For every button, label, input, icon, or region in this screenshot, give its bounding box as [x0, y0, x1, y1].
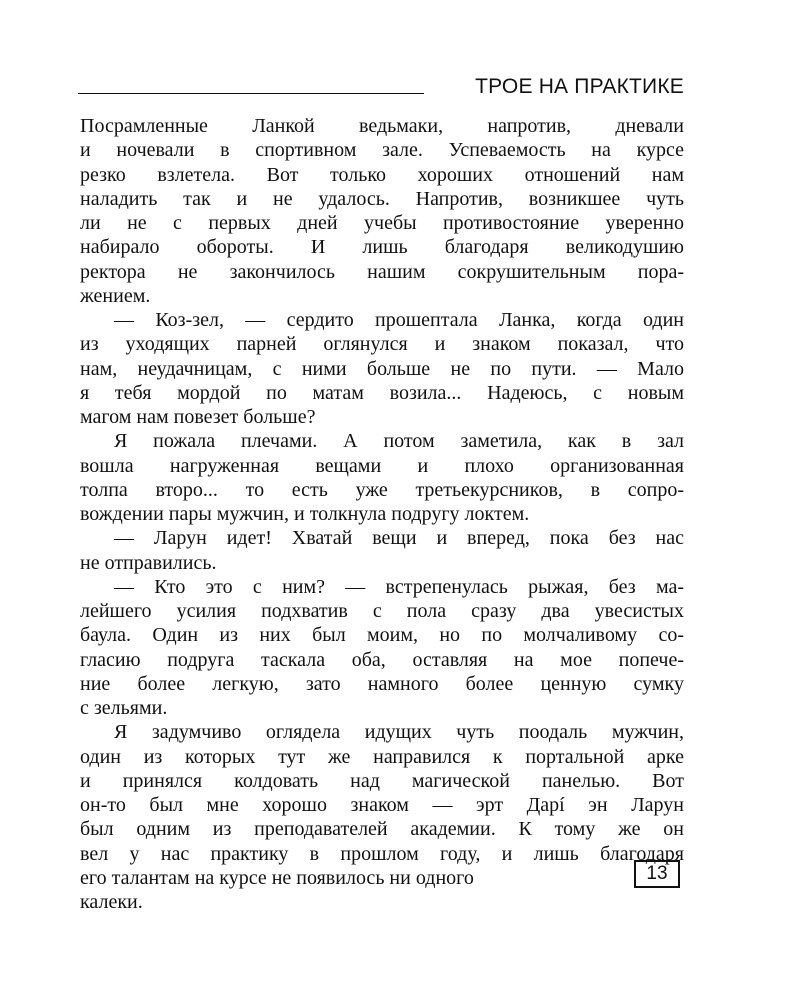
text-line: не отправились.	[80, 551, 217, 574]
text-line: лейшего усилия подхватив с пола сразу два увесистых	[80, 600, 684, 622]
text-line: ли не с первых дней учебы противостояние уверенно	[80, 212, 684, 234]
text-line: — Ларун идет! Хватай вещи и вперед, пока без нас	[114, 527, 684, 550]
text-line: я тебя мордой по матам возила... Надеюсь, с новым	[80, 381, 684, 404]
text-line: магом нам повезет больше?	[80, 406, 316, 428]
text-line: его талантам на курсе не появилось ни одного	[80, 866, 474, 889]
running-header	[78, 74, 682, 102]
text-line: жением.	[80, 284, 151, 307]
text-line: ректора не закончилось нашим сокрушительным пора-	[80, 260, 684, 283]
text-line: вошла нагруженная вещами и плохо организованная	[80, 454, 684, 477]
header-rule	[78, 93, 424, 94]
text-line: он-то был мне хорошо знаком — эрт Дарí эн Ларун	[80, 794, 684, 816]
text-line: наладить так и не удалось. Напротив, возникшее чуть	[80, 187, 684, 210]
text-line: с зельями.	[80, 697, 168, 719]
text-line: калеки.	[80, 891, 143, 913]
text-line: и принялся колдовать над магической панелью. Вот	[80, 769, 684, 792]
text-line: гласию подруга таскала оба, оставляя на мое попече-	[80, 648, 684, 671]
text-line: Я задумчиво оглядела идущих чуть поодаль мужчин,	[114, 721, 684, 744]
text-line: толпа второ... то есть уже третьекурсников, в сопро-	[80, 478, 684, 501]
text-line: ние более легкую, зато намного более ценную сумку	[80, 672, 684, 695]
text-line: — Кто это с ним? — встрепенулась рыжая, без ма-	[114, 575, 684, 598]
text-line: из уходящих парней оглянулся и знаком показал, что	[80, 333, 684, 356]
text-line: резко взлетела. Вот только хороших отношений нам	[80, 163, 684, 186]
body-text	[80, 114, 684, 914]
text-line: вождении пары мужчин, и толкнула подругу локтем.	[80, 503, 530, 525]
text-line: нам, неудачницам, с ними больше не по пути. — Мало	[80, 357, 684, 380]
text-line: набирало обороты. И лишь благодаря великодушию	[80, 236, 684, 259]
page-number: 13	[634, 860, 680, 888]
text-line: один из которых тут же направился к портальной арке	[80, 745, 684, 768]
text-line: и ночевали в спортивном зале. Успеваемость на курсе	[80, 139, 684, 162]
text-line: был одним из преподавателей академии. К тому же он	[80, 818, 684, 841]
book-title: ТРОЕ НА ПРАКТИКЕ	[475, 75, 684, 98]
text-line: Посрамленные Ланкой ведьмаки, напротив, дневали	[80, 115, 684, 137]
text-line: вел у нас практику в прошлом году, и лишь благодаря	[80, 842, 684, 865]
text-line: Я пожала плечами. А потом заметила, как в зал	[114, 430, 684, 453]
text-line: — Коз-зел, — сердито прошептала Ланка, когда один	[114, 309, 684, 331]
text-line: баула. Один из них был моим, но по молчаливому со-	[80, 624, 684, 647]
